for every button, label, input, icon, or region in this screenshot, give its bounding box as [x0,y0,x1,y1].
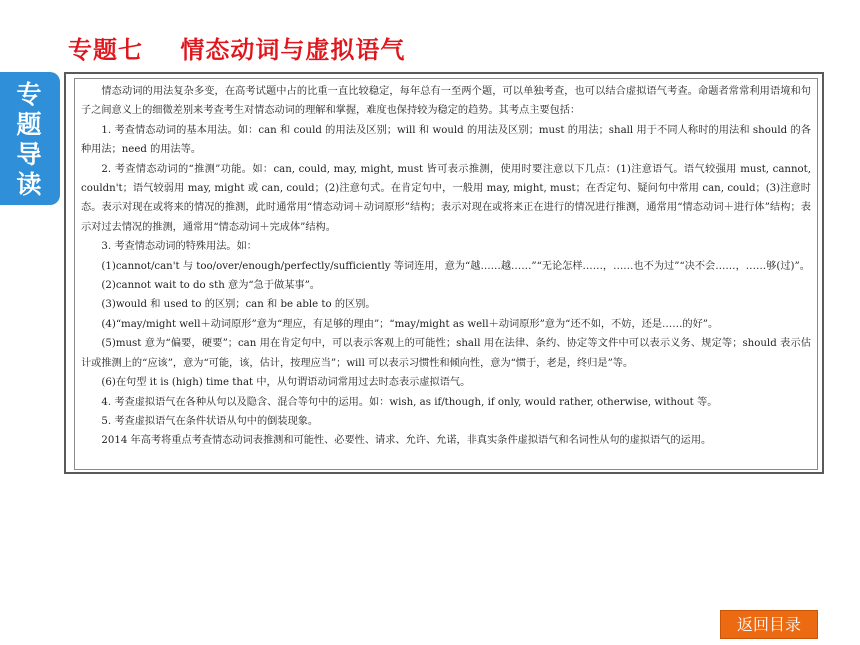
point-3-paragraph: 3. 考查情态动词的特殊用法。如： [101,241,257,253]
point-4-paragraph: 4. 考查虚拟语气在各种从句以及隐含、混合等句中的运用。如：wish, as if/though, if only, would rather, otherwise, without 等。 [101,396,718,408]
content-frame [64,72,824,474]
intro-paragraph: 情态动词的用法复杂多变，在高考试题中占的比重一直比较稳定，每年总有一至两个题，可以单独考查，也可以结合虚拟语气考查。命题者常常利用语境和句子之间意义上的细微差别来考查考生对情态动词的理解和掌握，难度也保持较为稳定的趋势。其考点主要包括： [81,86,811,117]
side-tab-label: 专题导读 [16,80,42,199]
page-title-area [68,30,405,65]
back-to-contents-button[interactable]: 返回目录 [720,610,818,639]
side-tab [0,72,60,205]
sub-point-4-paragraph: (4)“may/might well＋动词原形”意为“理应，有足够的理由”；“may/might as well＋动词原形”意为“还不如，不妨，还是……的好”。 [101,318,719,330]
sub-point-1-paragraph: (1)cannot/can't 与 too/over/enough/perfectly/sufficiently 等词连用，意为“越……越……”“无论怎样……，……也不为过”“决不会……，……够(过)”。 [101,260,810,272]
sub-point-2-paragraph: (2)cannot wait to do sth 意为“急于做某事”。 [101,280,320,292]
point-2-paragraph: 2. 考查情态动词的“推测”功能。如：can, could, may, might, must 皆可表示推测，使用时要注意以下几点：(1)注意语气。语气较强用 must, cannot, couldn't；语气较弱用 may, might 或 can, could；(2)注意句式。在肯定句中，一般用 may, might, must；在否定句、疑问句中常用 can, could；(3)注意时态。表示对现在或将来的情况的推测，此时通常用“情态动词＋动词原形”结构；表示对现在或将来正在进行的情况进行推测，通常用“情态动词＋进行体”结构；表示对过去情况的推测，通常用“情态动词＋完成体”结构。 [81,163,811,233]
sub-point-3-paragraph: (3)would 和 used to 的区别；can 和 be able to 的区别。 [101,299,376,311]
sub-point-5-paragraph: (5)must 意为“偏要，硬要”；can 用在肯定句中，可以表示客观上的可能性；shall 用在法律、条约、协定等文件中可以表示义务、规定等；should 表示估计或推测上的“应该”，意为“可能，该，估计，按理应当”；will 可以表示习惯性和倾向性，意为“惯于，老是，终归是”等。 [81,338,811,369]
sub-point-6-paragraph: (6)在句型 it is (high) time that 中，从句谓语动词常用过去时态表示虚拟语气。 [101,377,471,389]
point-5-paragraph: 5. 考查虚拟语气在条件状语从句中的倒装现象。 [101,415,319,427]
page-title: 专题七 情态动词与虚拟语气 [68,36,406,64]
content-body [74,78,818,470]
point-1-paragraph: 1. 考查情态动词的基本用法。如：can 和 could 的用法及区别；will 和 would 的用法及区别；must 的用法；shall 用于不同人称时的用法和 should 的各种用法；need 的用法等。 [81,124,811,156]
summary-paragraph: 2014 年高考将重点考查情态动词表推测和可能性、必要性、请求、允许、允诺，非真实条件虚拟语气和名词性从句的虚拟语气的运用。 [101,435,712,447]
